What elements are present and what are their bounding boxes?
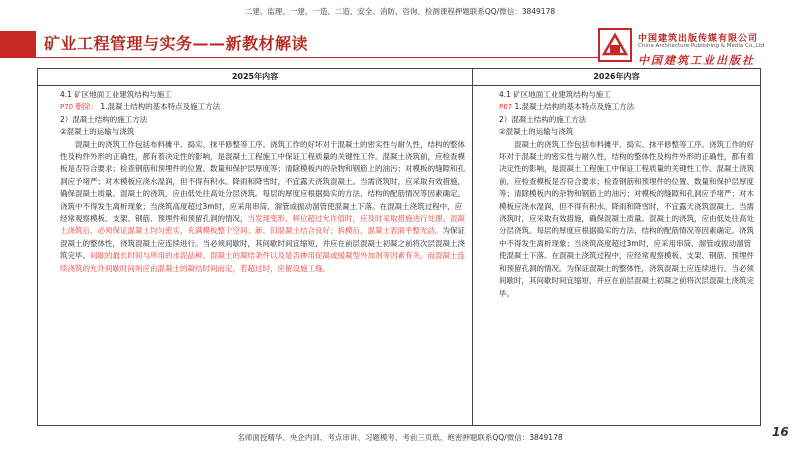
column-2025 — [38, 69, 473, 425]
publisher-brush-name: 中国建筑工业出版社 — [638, 54, 755, 67]
publisher-name-cn: 中国建筑出版传媒有限公司 — [638, 34, 759, 44]
top-contact-note: 二建、监理、一建、一造、二造、安全、消防、咨询、检测课程押题联系QQ/微信：3849178 — [244, 7, 556, 16]
page-ref-2026: P67 — [499, 103, 513, 112]
page-title: 矿业工程管理与实务——新教材解读 — [44, 34, 309, 53]
deleted-text-2: 间歇的最长时间与所用的水泥品种、混凝土的凝结条件以及是否掺用促凝或缓凝型外加剂等因素有关。而混凝土连续浇筑的允许间歇时间则应由混凝土的凝结时间而定，若超过时，应留设施工缝。 — [60, 251, 465, 273]
column-heading-2025: 2025年内容 — [38, 69, 472, 86]
item3-2026: ②混凝土的运输与浇筑 — [499, 127, 574, 137]
body-paragraph-2025 — [60, 139, 466, 275]
publisher-logo — [598, 28, 798, 68]
column-body-2026 — [473, 86, 760, 300]
item3-2025: ②混凝土的运输与浇筑 — [60, 127, 135, 137]
column-heading-2026: 2026年内容 — [473, 69, 760, 86]
column-body-2025 — [38, 86, 472, 275]
header-underline — [0, 57, 600, 58]
delete-label: 删除： — [75, 102, 99, 112]
section-title-2025: 4.1 矿区地面工业建筑结构与施工 — [60, 90, 172, 99]
header-accent-block — [0, 31, 36, 57]
bottom-contact-note: 名师面授精华、央企内训、考点串讲、习题模考、考前三页纸、绝密押题联系QQ/微信：3849178 — [237, 433, 563, 442]
ref-line-2026 — [499, 101, 755, 113]
section-title-2026: 4.1 矿区地面工业建筑结构与施工 — [499, 90, 611, 99]
item2-2026: 2）混凝土结构的施工方法 — [499, 114, 587, 124]
body-paragraph-2026: 混凝土的浇筑工作包括布料摊平、捣实、抹平修整等工序。浇筑工作的好坏对于混凝土的密实性与耐久性，结构的整体性及构件外形的正确性，都有着决定性的影响，是混凝土工程施工中保证工程质量的关键性工作。混凝土浇筑前，应检查模板是否符合要求；检查钢筋和预埋件的位置、数量和保护层厚度等；清除模板内的杂物和钢筋上的油污；对模板的缝隙和孔洞应予堵严；对木模板应浇水湿润，但不得有积水。降雨和降雪时，不宜露天浇筑混凝土。当需浇筑时，应采取有效措施，确保混凝土质量。混凝土的浇筑，应由低处往高处分层浇筑。每层的厚度应根据捣实的方法、结构的配筋情况等因素确定。浇筑中不得发生离析现象；当浇筑高度超过3m时，应采用串筒、溜管或振动溜管使混凝土下落。在混凝土浇筑过程中，应经常观察模板、支架、钢筋、预埋件和预留孔洞的情况。为保证混凝土的整体性，浇筑混凝土应连续进行。当必须间歇时，其间歇时间宜缩短，并应在前层混凝土初凝之前将次层混凝土浇筑完毕。 — [499, 139, 754, 298]
page-number: 16 — [772, 425, 789, 439]
page-ref-2025: P70 — [60, 103, 74, 112]
item2-2025: 2）混凝土结构的施工方法 — [60, 114, 148, 124]
publisher-name-en: China Architecture Publishing & Media Co.,Ltd — [638, 43, 765, 49]
column-2026 — [473, 69, 760, 425]
deleted-text-1: 当发现变形、移位超过允许值时，应及时采取措施进行处理。混凝土浇筑后，必须保证混凝土均匀密实，充满模板整个空间；新、旧混凝土结合良好；拆模后，混凝土表面平整光洁。 — [60, 214, 465, 236]
publisher-emblem-icon — [598, 28, 632, 62]
body-text-2025-b: 为保证混凝土的整体性，浇筑混凝土应连续进行。当必须间歇时，其间歇时间宜缩短，并应在前层混凝土初凝之前将次层混凝土浇筑完毕。 — [60, 226, 465, 261]
delete-line-2025 — [60, 101, 466, 113]
item1-2026: 1.混凝土结构的基本特点及施工方法 — [514, 102, 635, 112]
body-text-2025: 混凝土的浇筑工作包括布料摊平、捣实、抹平修整等工序。浇筑工作的好坏对于混凝土的密实性与耐久性，结构的整体性及构件外形的正确性，都有着决定性的影响，是混凝土工程施工中保证工程质量的关键性工作。混凝土浇筑前，应检查模板是否符合要求；检查钢筋和预埋件的位置、数量和保护层厚度等；清除模板内的杂物和钢筋上的油污；对模板的缝隙和孔洞应予堵严；对木模板应浇水湿润，但不得有积水。降雨和降雪时，不宜露天浇筑混凝土。当需浇筑时，应采取有效措施，确保混凝土质量。混凝土的浇筑，应由低处往高处分层浇筑。每层的厚度应根据捣实的方法、结构的配筋情况等因素确定。浇筑中不得发生离析现象；当浇筑高度超过3m时，应采用串筒、溜管或振动溜管使混凝土下落。在混凝土浇筑过程中，应经常观察模板、支架、钢筋、预埋件和预留孔洞的情况， — [60, 139, 465, 224]
item1-2025: 1.混凝土结构的基本特点及施工方法 — [100, 102, 221, 112]
comparison-table — [37, 68, 761, 426]
